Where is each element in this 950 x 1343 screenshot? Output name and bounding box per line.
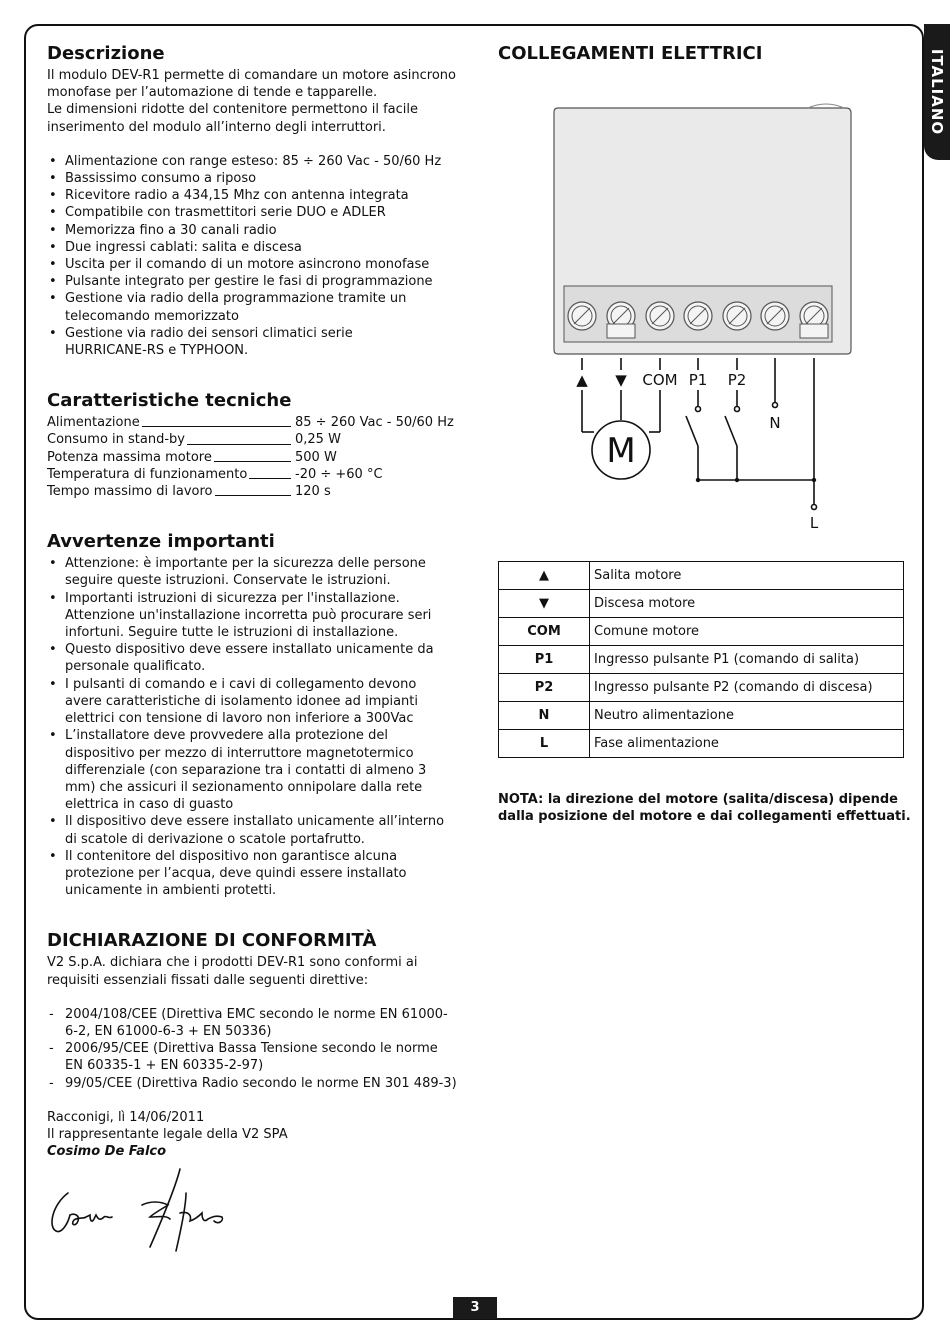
list-item: • Importanti istruzioni di sicurezza per l'installazione. Attenzione un'installazione incorretta può procurare seri infortuni. Seguire tutte le istruzioni di installazione. — [47, 590, 457, 642]
collegamenti-title: COLLEGAMENTI ELETTRICI — [498, 43, 763, 64]
table-row — [499, 730, 904, 758]
terminal-legend — [498, 561, 904, 758]
language-tab-label: ITALIANO — [928, 48, 946, 136]
spec-row — [47, 466, 457, 483]
list-item: • Attenzione: è importante per la sicurezza delle persone seguire queste istruzioni. Conservate le istruzioni. — [47, 555, 457, 589]
table-row — [499, 590, 904, 618]
signature-image — [46, 1165, 246, 1260]
terminal-label-down: ▼ — [615, 371, 627, 389]
list-item: - 99/05/CEE (Direttiva Radio secondo le norme EN 301 489-3) — [47, 1075, 457, 1092]
descrizione-title: Descrizione — [47, 43, 165, 64]
warnings-list — [47, 555, 457, 899]
list-item: • Gestione via radio dei sensori climatici serie HURRICANE-RS e TYPHOON. — [47, 325, 457, 359]
spec-value: 85 ÷ 260 Vac - 50/60 Hz — [295, 415, 454, 431]
legend-symbol: P2 — [499, 674, 590, 702]
directives-list — [47, 1006, 457, 1092]
list-item: • L’installatore deve provvedere alla protezione del dispositivo per mezzo di interruttore magnetotermico differenziale (con separazione tra i contatti di almeno 3 mm) che assicuri il sezionamento onnipolare dalla rete elettrica in caso di guasto — [47, 727, 457, 813]
caratteristiche-title: Caratteristiche tecniche — [47, 390, 292, 412]
legend-description: Discesa motore — [590, 590, 904, 618]
spec-label: Alimentazione — [47, 415, 140, 431]
dichiarazione-intro: V2 S.p.A. dichiara che i prodotti DEV-R1 sono conformi ai requisiti essenziali fissati dalle seguenti direttive: — [47, 955, 418, 988]
terminal-label-up: ▲ — [576, 371, 588, 389]
spec-label: Temperatura di funzionamento — [47, 466, 248, 482]
list-item: • Bassissimo consumo a riposo — [47, 170, 457, 187]
legend-symbol: COM — [499, 618, 590, 646]
spec-label: Consumo in stand-by — [47, 432, 185, 448]
terminal-label-p2: P2 — [727, 371, 747, 389]
table-row — [499, 562, 904, 590]
table-row — [499, 646, 904, 674]
legend-symbol: ▼ — [499, 590, 590, 618]
caratteristiche-section — [47, 390, 457, 500]
legend-description: Ingresso pulsante P2 (comando di discesa) — [590, 674, 904, 702]
right-column — [498, 43, 908, 67]
descrizione-intro-line: monofase per l’automazione di tende e tapparelle. — [47, 85, 378, 101]
list-item: • Gestione via radio della programmazione tramite un telecomando memorizzato — [47, 290, 457, 324]
spec-row — [47, 414, 457, 431]
language-tab — [924, 24, 950, 160]
descrizione-intro-line: inserimento del modulo all’interno degli interruttori. — [47, 119, 386, 135]
legend-symbol: L — [499, 730, 590, 758]
list-item: • Pulsante integrato per gestire le fasi di programmazione — [47, 273, 457, 290]
table-row — [499, 674, 904, 702]
legend-description: Neutro alimentazione — [590, 702, 904, 730]
list-item: • Il dispositivo deve essere installato unicamente all’interno di scatole di derivazione o scatole portafrutto. — [47, 813, 457, 847]
left-column — [47, 43, 457, 1160]
legend-description: Comune motore — [590, 618, 904, 646]
terminal-label-com: COM — [642, 371, 678, 389]
legend-description: Fase alimentazione — [590, 730, 904, 758]
descrizione-intro-line: Le dimensioni ridotte del contenitore permettono il facile — [47, 102, 419, 118]
terminal-label-n: N — [769, 414, 781, 432]
legend-table — [498, 561, 904, 758]
spec-value: 500 W — [295, 449, 337, 465]
avvertenze-section — [47, 531, 457, 899]
spec-row — [47, 449, 457, 466]
list-item: • Alimentazione con range esteso: 85 ÷ 260 Vac - 50/60 Hz — [47, 153, 457, 170]
place-date: Racconigi, lì 14/06/2011 — [47, 1109, 205, 1125]
table-row — [499, 702, 904, 730]
legend-symbol: N — [499, 702, 590, 730]
avvertenze-title: Avvertenze importanti — [47, 531, 275, 553]
legend-symbol: ▲ — [499, 562, 590, 590]
features-list — [47, 153, 457, 359]
legend-symbol: P1 — [499, 646, 590, 674]
descrizione-section — [47, 43, 457, 359]
list-item: • I pulsanti di comando e i cavi di collegamento devono avere caratteristiche di isolamento idonee ad impianti elettrici con tensione di lavoro non inferiore a 300Vac — [47, 676, 457, 728]
motor-label: M — [606, 431, 636, 471]
signatory-name: Cosimo De Falco — [47, 1144, 167, 1160]
list-item: • Questo dispositivo deve essere installato unicamente da personale qualificato. — [47, 641, 457, 675]
spec-row — [47, 431, 457, 448]
table-row — [499, 618, 904, 646]
descrizione-intro-line: Il modulo DEV-R1 permette di comandare un motore asincrono — [47, 68, 457, 83]
spec-value: 0,25 W — [295, 432, 341, 448]
dichiarazione-section — [47, 930, 457, 1160]
list-item: • Due ingressi cablati: salita e discesa — [47, 239, 457, 256]
legend-description: Salita motore — [590, 562, 904, 590]
list-item: • Il contenitore del dispositivo non garantisce alcuna protezione per l’acqua, deve quindi essere installato unicamente in ambienti protetti. — [47, 848, 457, 900]
list-item: - 2004/108/CEE (Direttiva EMC secondo le norme EN 61000-6-2, EN 61000-6-3 + EN 50336) — [47, 1006, 457, 1040]
legend-description: Ingresso pulsante P1 (comando di salita) — [590, 646, 904, 674]
spec-row — [47, 483, 457, 500]
spec-value: 120 s — [295, 484, 331, 500]
page-number: 3 — [453, 1297, 497, 1319]
signatory-role: Il rappresentante legale della V2 SPA — [47, 1126, 288, 1142]
list-item: • Memorizza fino a 30 canali radio — [47, 222, 457, 239]
spec-label: Tempo massimo di lavoro — [47, 484, 213, 500]
terminal-label-l: L — [809, 514, 819, 532]
wiring-diagram — [540, 100, 870, 540]
list-item: • Compatibile con trasmettitori serie DUO e ADLER — [47, 204, 457, 221]
spec-label: Potenza massima motore — [47, 449, 212, 465]
list-item: - 2006/95/CEE (Direttiva Bassa Tensione secondo le norme EN 60335-1 + EN 60335-2-97) — [47, 1040, 457, 1074]
list-item: • Uscita per il comando di un motore asincrono monofase — [47, 256, 457, 273]
spec-value: -20 ÷ +60 °C — [295, 466, 383, 482]
terminal-label-p1: P1 — [688, 371, 708, 389]
dichiarazione-title: DICHIARAZIONE DI CONFORMITÀ — [47, 930, 377, 952]
list-item: • Ricevitore radio a 434,15 Mhz con antenna integrata — [47, 187, 457, 204]
wiring-note: NOTA: la direzione del motore (salita/discesa) dipende dalla posizione del motore e dai collegamenti effettuati. — [498, 792, 911, 824]
